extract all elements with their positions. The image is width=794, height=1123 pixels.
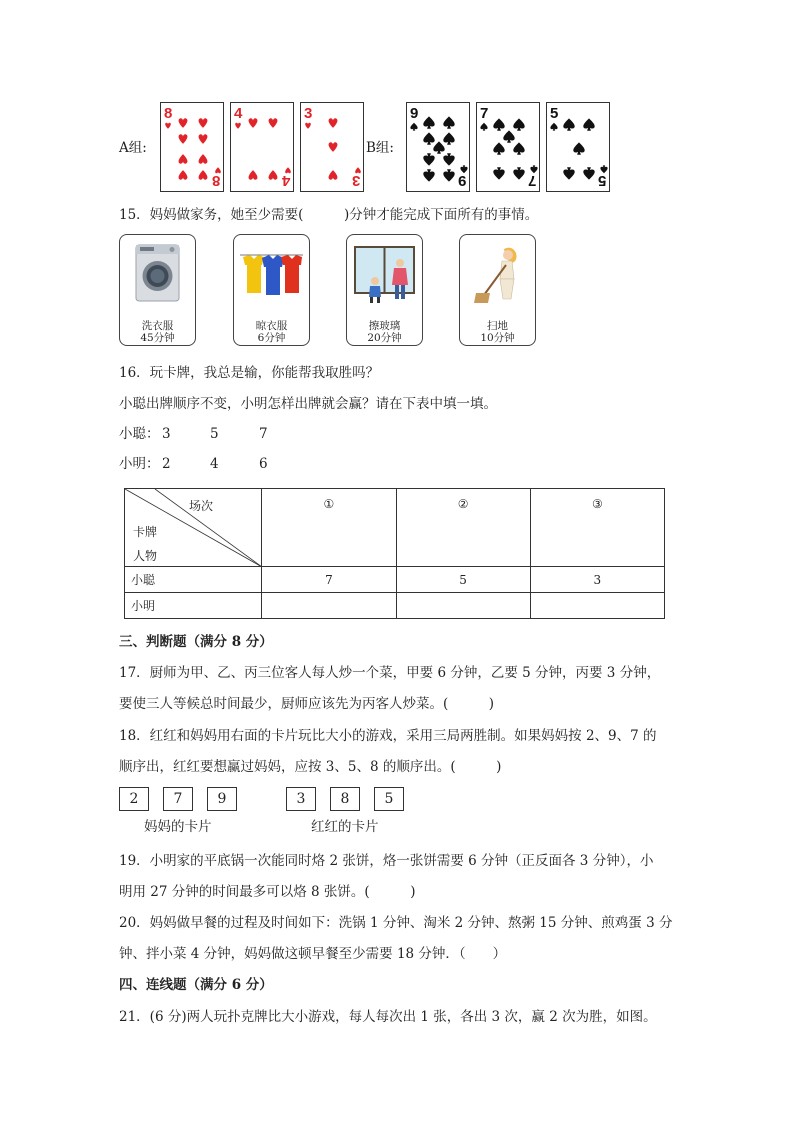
diagonal-header-cell [125,489,262,567]
spade-icon [443,153,454,165]
card-rank: 8 [211,172,220,189]
spade-icon [513,167,524,179]
round-header: ③ [530,489,664,567]
spade-icon [423,132,434,144]
chore-time: 6分钟 [257,332,286,344]
question-17-line-2: 要使三人等候总时间最少，厨师应该先为丙客人炒菜。( ) [119,696,495,712]
question-16-title: 16．玩卡牌，我总是输，你能帮我取胜吗？ [119,365,380,381]
group-b-label: B组: [366,140,394,156]
drying-clothes-icon [240,243,303,305]
card-rank: 3 [351,172,360,189]
spade-icon [513,118,524,130]
playing-card [230,102,294,192]
chore-name: 晾衣服 [255,320,288,332]
spade-icon [563,118,574,130]
heart-icon [269,118,278,128]
spade-icon [443,116,454,128]
playing-card [160,102,224,192]
card-rank: 7 [480,105,489,122]
xiaocong-card: 3 [162,426,171,442]
xiaocong-card: 7 [259,426,268,442]
heart-icon [179,118,188,128]
playing-card [300,102,364,192]
hong-card-box: 8 [330,787,360,811]
spade-icon [433,141,444,153]
mom-card-box: 9 [207,787,237,811]
card-rank: 5 [550,105,559,122]
header-person: 人物 [133,549,158,563]
heart-icon [199,134,208,144]
heart-icon [249,170,258,180]
heart-icon [329,170,338,180]
chore-card-sweeping [459,234,536,346]
chore-time: 20分钟 [367,332,402,344]
heart-icon [179,134,188,144]
sweeping-icon [466,243,529,305]
xiaocong-label: 小聪： [119,426,160,442]
hong-card-box: 3 [286,787,316,811]
question-18-line-1: 18．红红和妈妈用右面的卡片玩比大小的游戏，采用三局两胜制。如果妈妈按 2、9、7 的 [119,728,657,744]
table-cell: 3 [530,567,664,593]
playing-card [546,102,610,192]
spade-icon [493,142,504,154]
spade-icon [423,169,434,181]
spade-icon [563,167,574,179]
table-cell: 7 [262,567,396,593]
heart-icon [269,170,278,180]
question-19-line-1: 19．小明家的平底锅一次能同时烙 2 张饼，烙一张饼需要 6 分钟（正反面各 3 分钟），小 [119,853,654,869]
round-header: ① [262,489,396,567]
header-round: 场次 [189,499,214,513]
answer-cell[interactable] [530,593,664,619]
heart-icon [305,123,311,129]
chore-card-washing [119,234,196,346]
heart-icon [179,154,188,164]
card-rank: 3 [304,105,313,122]
spade-icon [493,167,504,179]
round-header: ② [396,489,530,567]
card-rank: 7 [527,172,536,189]
hong-card-box: 5 [374,787,404,811]
heart-icon [199,154,208,164]
chore-time: 45分钟 [140,332,175,344]
chore-name: 洗衣服 [141,320,174,332]
heart-icon [249,118,258,128]
playing-card [406,102,470,192]
question-16-instruction: 小聪出牌顺序不变，小明怎样出牌就会赢？请在下表中填一填。 [119,396,497,412]
spade-icon [583,167,594,179]
card-rank: 9 [457,172,466,189]
row-name: 小聪 [125,567,262,593]
section-4-heading: 四、连线题（满分 6 分） [119,977,273,993]
question-20-line-1: 20．妈妈做早餐的过程及时间如下：洗锅 1 分钟、淘米 2 分钟、熬粥 15 分钟、煎鸡蛋 3 分 [119,915,673,931]
xiaoming-card: 4 [210,456,219,472]
header-card: 卡牌 [133,525,158,539]
mom-card-box: 2 [119,787,149,811]
spade-icon [583,118,594,130]
window-cleaning-icon [353,243,416,305]
card-rank: 4 [281,172,290,189]
xiaocong-card: 5 [210,426,219,442]
question-15: 15．妈妈做家务，她至少需要( )分钟才能完成下面所有的事情。 [119,207,539,223]
question-21: 21．(6 分)两人玩扑克牌比大小游戏，每人每次出 1 张，各出 3 次，赢 2 次为胜，如图。 [119,1009,657,1025]
mom-card-box: 7 [163,787,193,811]
playing-card [476,102,540,192]
heart-icon [179,170,188,180]
spade-icon [503,130,514,142]
chore-card-drying [233,234,310,346]
spade-icon [573,142,584,154]
question-18-line-2: 顺序出，红红要想赢过妈妈，应按 3、5、8 的顺序出。( ) [119,759,502,775]
chore-name: 擦玻璃 [368,320,401,332]
heart-icon [329,118,338,128]
spade-icon [410,123,417,131]
washing-machine-icon [126,243,189,305]
heart-icon [199,170,208,180]
chore-time: 10分钟 [480,332,515,344]
spade-icon [423,116,434,128]
xiaoming-card: 6 [259,456,268,472]
spade-icon [550,123,557,131]
heart-icon [329,142,338,152]
spade-icon [493,118,504,130]
card-game-table [124,488,665,619]
question-19-line-2: 明用 27 分钟的时间最多可以烙 8 张饼。( ) [119,884,416,900]
spade-icon [443,132,454,144]
row-name: 小明 [125,593,262,619]
xiaoming-card: 2 [162,456,171,472]
group-a-label: A组: [119,140,147,156]
section-3-heading: 三、判断题（满分 8 分） [119,634,273,650]
mom-cards-caption: 妈妈的卡片 [144,819,212,835]
chore-name: 扫地 [487,320,508,332]
spade-icon [480,123,487,131]
spade-icon [423,153,434,165]
xiaoming-label: 小明： [119,456,160,472]
card-rank: 4 [234,105,243,122]
spade-icon [443,169,454,181]
hong-cards-caption: 红红的卡片 [311,819,379,835]
card-rank: 8 [164,105,173,122]
heart-icon [235,123,241,129]
chore-card-window [346,234,423,346]
answer-cell[interactable] [262,593,396,619]
spade-icon [513,142,524,154]
question-20-line-2: 钟、拌小菜 4 分钟，妈妈做这顿早餐至少需要 18 分钟．（ ） [119,946,507,962]
table-cell: 5 [396,567,530,593]
question-17-line-1: 17．厨师为甲、乙、丙三位客人每人炒一个菜，甲要 6 分钟，乙要 5 分钟，丙要 3 分钟， [119,665,661,681]
heart-icon [199,118,208,128]
card-rank: 9 [410,105,419,122]
answer-cell[interactable] [396,593,530,619]
card-rank: 5 [597,172,606,189]
heart-icon [165,123,171,129]
